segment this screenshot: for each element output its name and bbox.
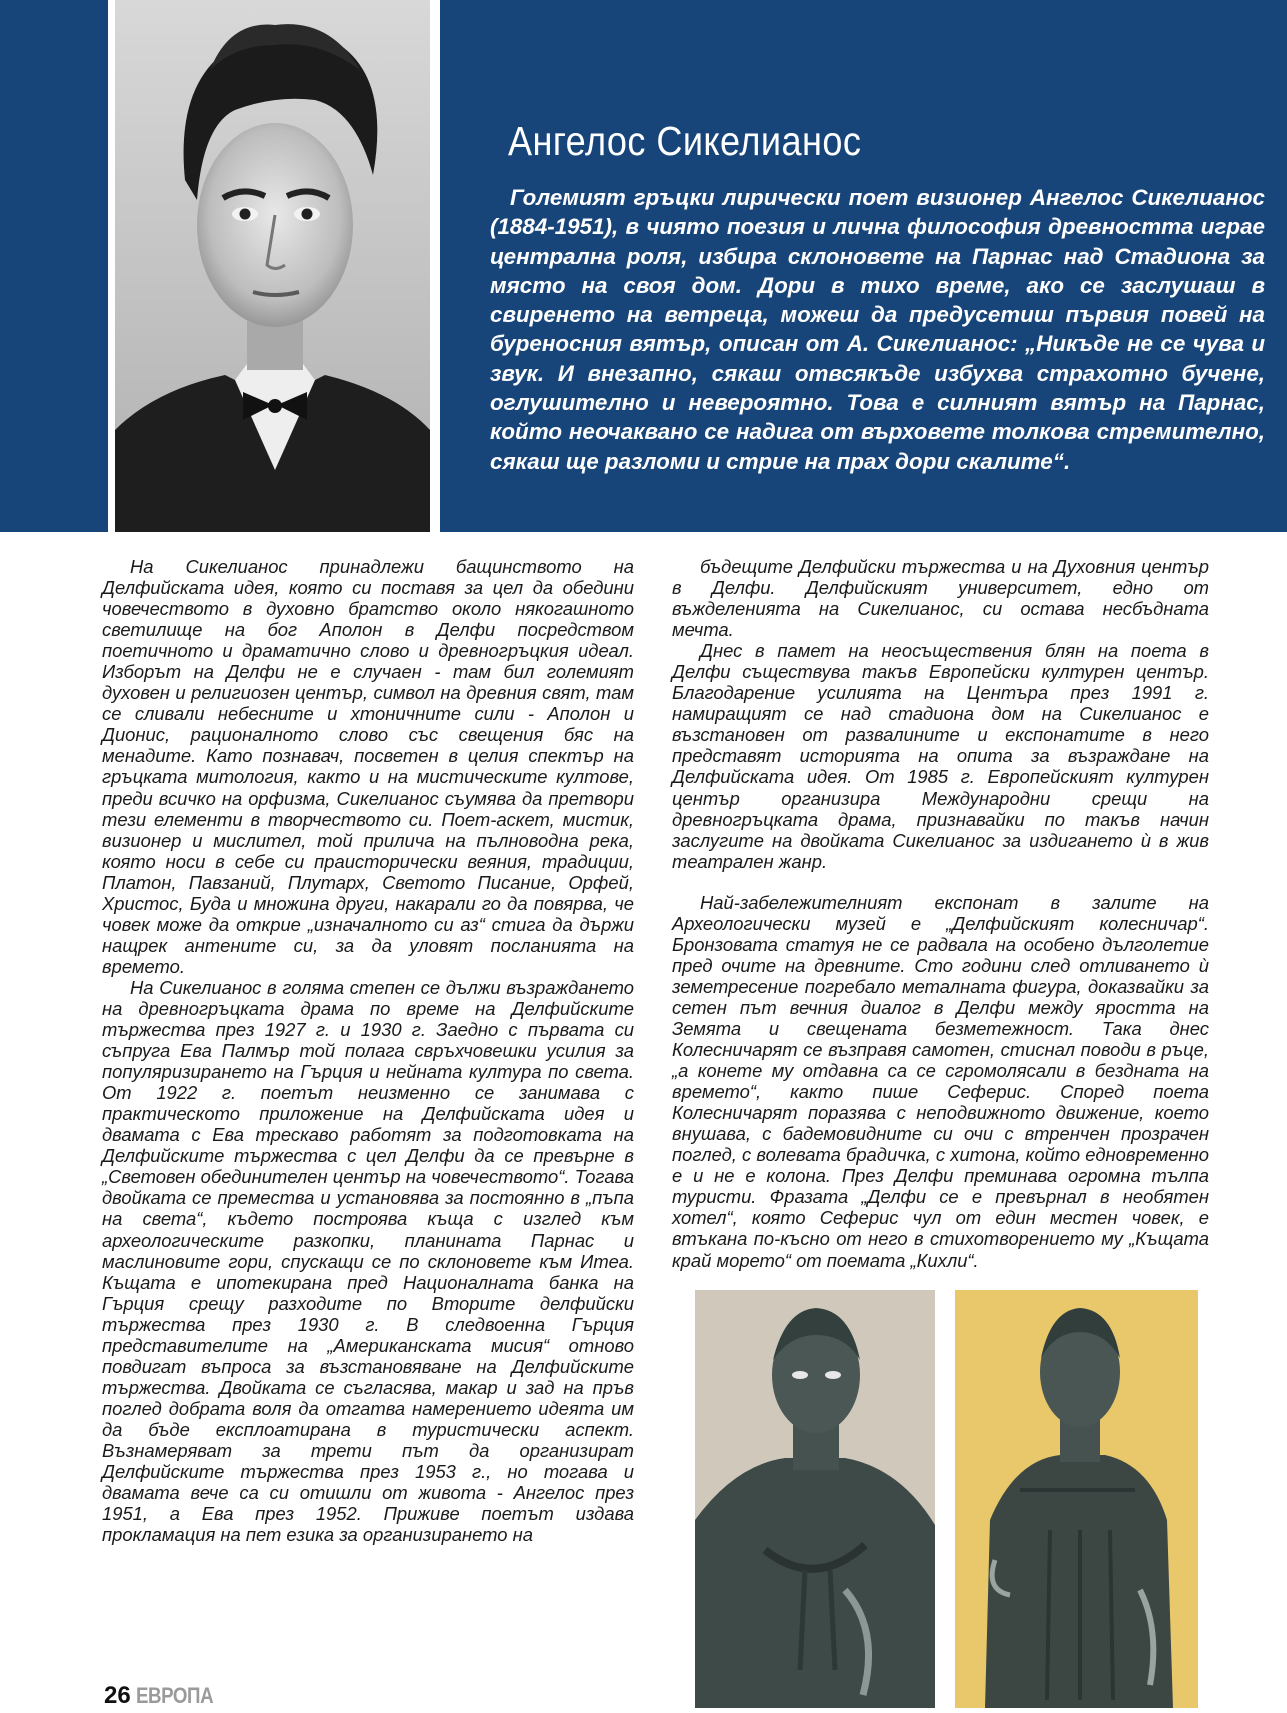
portrait-photo xyxy=(115,0,430,532)
paragraph: Най-забележителният експонат в залите на Археологически музей е „Делфийският колесничар“. Бронзовата статуя не се радвала на особено дълголетие пред очите на древните. Сто години след отливането ѝ земетресение погребало металната фигура, доказвайки за сетен път вечния диалог в Делфи между яростта на Земята и свещената безметежност. Така днес Колесничарят се възправя самотен, стиснал поводи в ръце, „а конете му отдавна са се сгромолясали в бездната на времето“, както пише Сеферис. Според поета Колесничарят поразява с неподвижното движение, което внушава, с бадемовидните си очи с втренчен прозрачен поглед, с волевата брадичка, с хитона, който едновременно е и не е колона. През Делфи преминава огромна тълпа туристи. Фразата „Делфи се е превърнал в необятен хотел“, която Сеферис чул от един местен човек, е втъкана по-късно от него в стихотворението му „Къщата край морето“ от поемата „Кихли“. xyxy=(672,891,1209,1271)
charioteer-photo-front xyxy=(695,1290,935,1708)
statue-illustration xyxy=(955,1290,1198,1708)
article-header xyxy=(0,0,1287,532)
magazine-logo: ЕВРОПА xyxy=(136,1683,214,1708)
statue-illustration xyxy=(695,1290,935,1708)
paragraph: Днес в памет на неосъществения блян на поета в Делфи съществува такъв Европейски културен център. Благодарение усилията на Центъра през 1991 г. намиращият се над стадиона дом на Сикелианос е възстановен от развалините и експонатите в него представят историята на опита за възраждане на Делфийската идея. От 1985 г. Европейският културен център организира Международни срещи на древногръцката драма, признавайки по такъв начин заслугите на двойката Сикелианос за издигането ѝ в жив театрален жанр. xyxy=(672,640,1209,872)
article-title: Ангелос Сикелианос xyxy=(508,118,862,164)
page-number: 26 xyxy=(104,1682,131,1709)
header-accent-left xyxy=(0,0,108,532)
body-column-right xyxy=(672,556,1209,1271)
portrait-illustration xyxy=(115,0,430,532)
header-divider xyxy=(430,0,440,532)
paragraph: На Сикелианос в голяма степен се дължи възраждането на древногръцката драма по време на Делфийските тържества през 1927 г. и 1930 г. Заедно с първата си съпруга Ева Палмър той полага свръхчовешки усилия за популяризирането на Гърция и нейната култура по света. От 1922 г. поетът неизменно се занимава с практическото приложение на Делфийската идея и двамата с Ева трескаво работят за подготовката на Делфийските тържества с цел Делфи да се превърне в „Световен обединителен център на човечеството“. Тогава двойката се премества и установява за постоянно в „пъпа на света“, където построява къща с изглед към археологическите разкопки, планината Парнас и маслиновите гори, спускащи се по склоновете към Итеа. Къщата е ипотекирана пред Националната банка на Гърция срещу разходите по Вторите делфийски тържества през 1930 г. В следвоенна Гърция представителите на „Американската мисия“ отново повдигат въпроса за възстановяване на Делфийските тържества. Двойката се съгласява, макар и зад на пръв поглед добрата воля да отгатва намерението идеята им да бъде експлоатирана в туристически аспект. Възнамеряват за трети път да организират Делфийските тържества през 1953 г., но тогава и двамата вече са си отишли от живота - Ангелос през 1951, а Ева през 1952. Приживе поетът издава прокламация на пет езика за организирането на xyxy=(102,976,634,1546)
paragraph: бъдещите Делфийски тържества и на Духовния център в Делфи. Делфийският университет, едно от въжделенията на Сикелианос, си остава несбъдната мечта. xyxy=(672,556,1209,641)
article-lead: Големият гръцки лирически поет визионер Ангелос Сикелианос (1884-1951), в чиято поезия и лична философия древността играе централна роля, избира склоновете на Парнас над Стадиона за място на своя дом. Дори в тихо време, ако се заслушаш в свиренето на ветреца, можеш да предусетиш първия повей на буреносния вятър, описан от А. Сикелианос: „Никъде не се чува и звук. И внезапно, сякаш отвсякъде избухва страхотно бучене, оглушително и невероятно. Това е силният вятър на Парнас, който неочаквано се надига от върховете толкова стремително, сякаш ще разломи и стрие на прах дори скалите“. xyxy=(490,185,1265,474)
paragraph: На Сикелианос принадлежи бащинството на Делфийската идея, която си поставя за цел да обедини човечеството в духовно братство около някогашното светилище на бог Аполон в Делфи посредством поетичното и драматично слово и древногръцкия идеал. Изборът на Делфи не е случаен - там бил големият духовен и религиозен център, символ на древния свят, там се сливали небесните и хтоничните сили - Аполон и Дионис, рационалното слово със свещения бяс на менадите. Като познавач, посветен в целия спектър на гръцката митология, както и на мистическите култове, преди всичко на орфизма, Сикелианос съумява да претвори тези елементи в творчеството си. Поет-аскет, мистик, визионер и мислител, той прилича на пълноводна река, която носи в себе си праисторически веяния, традиции, Платон, Павзаний, Плутарх, Светото Писание, Орфей, Христос, Буда и множина други, накарали го да повярва, че човек може да открие „изначалното си аз“ стига да държи нащрек антените си, за да уловят посланията на времето. xyxy=(102,556,634,977)
charioteer-photo-side xyxy=(955,1290,1198,1708)
body-column-left xyxy=(102,556,634,1545)
